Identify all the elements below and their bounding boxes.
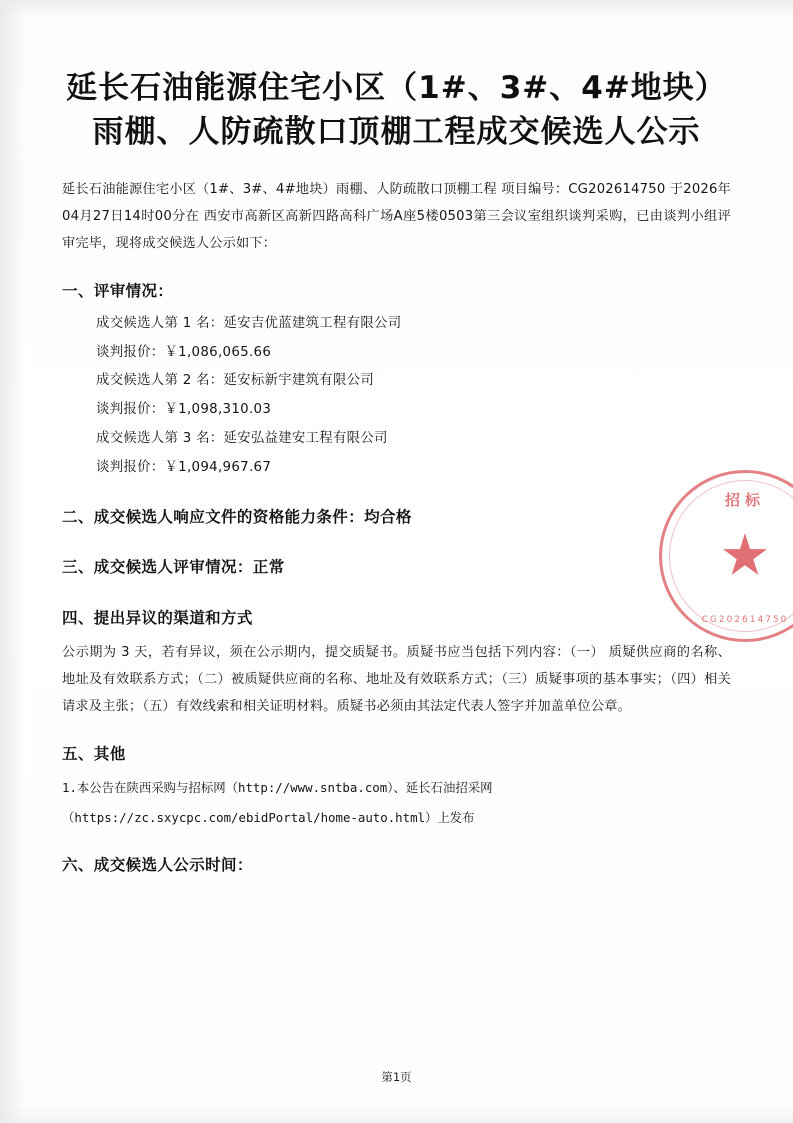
candidate-3-name: 成交候选人第 3 名：延安弘益建安工程有限公司	[96, 431, 388, 447]
scan-edge-shadow-bottom	[0, 1103, 793, 1123]
candidate-1-name: 成交候选人第 1 名：延安吉优蓝建筑工程有限公司	[96, 315, 402, 331]
section-heading-other: 五、其他	[62, 745, 126, 764]
candidate-2-price: 谈判报价：￥1,098,310.03	[96, 402, 272, 418]
candidate-1-price: 谈判报价：￥1,086,065.66	[96, 344, 272, 360]
page-footer: 第1页	[381, 1070, 412, 1084]
seal-bottom-text: CG202614750	[701, 615, 789, 625]
notice-line-1: 1.本公告在陕西采购与招标网（http://www.sntba.com）、延长石油招采网	[62, 779, 493, 795]
notice-line-2: （https://zc.sxycpc.com/ebidPortal/home-auto.html）上发布	[62, 809, 475, 825]
candidate-2-name: 成交候选人第 2 名：延安标新宇建筑有限公司	[96, 373, 375, 389]
page-title: 延长石油能源住宅小区（1#、3#、4#地块）雨棚、人防疏散口顶棚工程成交候选人公示	[66, 70, 727, 151]
candidate-3-price: 谈判报价：￥1,094,967.67	[96, 459, 272, 475]
intro-paragraph: 延长石油能源住宅小区（1#、3#、4#地块）雨棚、人防疏散口顶棚工程 项目编号：CG202614750 于2026年04月27日14时00分在 西安市高新区高新四路高科广场A座5楼0503第三会议室组织谈判采购，已由谈判小组评审完毕，现将成交候选人公示如下：	[62, 182, 731, 252]
seal-top-text: 招标	[724, 491, 765, 509]
section-heading-qualification: 二、成交候选人响应文件的资格能力条件：均合格	[62, 507, 412, 526]
objection-body: 公示期为 3 天，若有异议，须在公示期内，提交质疑书。质疑书应当包括下列内容：（一） 质疑供应商的名称、地址及有效联系方式；（二）被质疑供应商的名称、地址及有效联系方式；（三）质疑事项的基本事实；（四）相关请求及主张；（五）有效线索和相关证明材料。质疑书必须由其法定代表人签字并加盖单位公章。	[62, 645, 731, 714]
section-heading-evaluation: 三、成交候选人评审情况：正常	[62, 558, 285, 577]
section-heading-objection: 四、提出异议的渠道和方式	[62, 608, 253, 627]
section-heading-publicity-time: 六、成交候选人公示时间：	[62, 855, 253, 874]
section-heading-review: 一、评审情况：	[62, 282, 174, 301]
